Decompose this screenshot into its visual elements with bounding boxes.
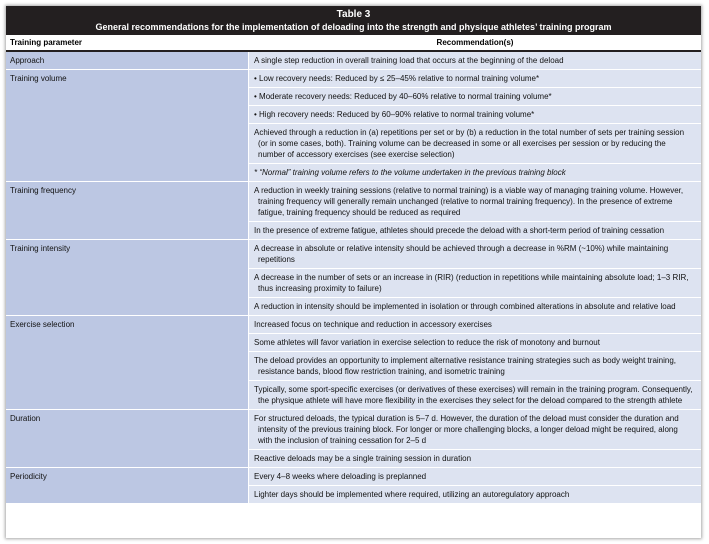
recommendation-list bbox=[249, 70, 701, 181]
header-training-parameter: Training parameter bbox=[6, 35, 249, 50]
header-recommendations: Recommendation(s) bbox=[436, 38, 514, 47]
table-frame bbox=[6, 6, 701, 538]
parameter-cell: Training intensity bbox=[6, 240, 249, 315]
table-section bbox=[6, 181, 701, 239]
recommendation-list bbox=[249, 468, 701, 503]
recommendation-list bbox=[249, 410, 701, 467]
table-title-bar bbox=[6, 6, 701, 35]
recommendation-cell: A reduction in intensity should be implemented in isolation or through combined alterations in absolute and relative load bbox=[249, 297, 701, 315]
table-section bbox=[6, 315, 701, 409]
recommendation-cell: For structured deloads, the typical duration is 5–7 d. However, the duration of the deload must consider the duration and intensity of the previous training block. For longer or more challenging blocks, a longer deload might be required, along with the inclusion of training cessation for 2–5 d bbox=[249, 410, 701, 449]
recommendation-cell: Increased focus on technique and reduction in accessory exercises bbox=[249, 316, 701, 333]
recommendation-cell: * “Normal” training volume refers to the volume undertaken in the previous training block bbox=[249, 163, 701, 181]
recommendation-list bbox=[249, 52, 701, 69]
parameter-cell: Exercise selection bbox=[6, 316, 249, 409]
recommendation-cell: Lighter days should be implemented where required, utilizing an autoregulatory approach bbox=[249, 485, 701, 503]
recommendation-cell: • Moderate recovery needs: Reduced by 40–60% relative to normal training volume* bbox=[249, 87, 701, 105]
recommendation-cell: Achieved through a reduction in (a) repetitions per set or by (b) a reduction in the total number of sets per training session (or in some cases, both). Training volume can be decreased in some or all exercises per session or by reducing the number of accessory exercises (see exercise selection) bbox=[249, 123, 701, 163]
table-section bbox=[6, 239, 701, 315]
recommendation-cell: A decrease in the number of sets or an increase in (RIR) (reduction in repetitions while maintaining absolute load; 1–3 RIR, thus increasing proximity to failure) bbox=[249, 268, 701, 297]
recommendation-cell: • Low recovery needs: Reduced by ≤ 25–45% relative to normal training volume* bbox=[249, 70, 701, 87]
recommendation-list bbox=[249, 182, 701, 239]
recommendation-list bbox=[249, 240, 701, 315]
recommendation-cell: In the presence of extreme fatigue, athletes should precede the deload with a short-term period of training cessation bbox=[249, 221, 701, 239]
recommendation-list bbox=[249, 316, 701, 409]
recommendation-cell: Some athletes will favor variation in exercise selection to reduce the risk of monotony and burnout bbox=[249, 333, 701, 351]
parameter-cell: Training volume bbox=[6, 70, 249, 181]
table-label: Table 3 bbox=[336, 9, 371, 20]
parameter-cell: Duration bbox=[6, 410, 249, 467]
table-section bbox=[6, 467, 701, 503]
parameter-cell: Periodicity bbox=[6, 468, 249, 503]
recommendation-cell: A single step reduction in overall training load that occurs at the beginning of the deload bbox=[249, 52, 701, 69]
recommendation-cell: A reduction in weekly training sessions (relative to normal training) is a viable way of managing training volume. However, training frequency will generally remain unchanged (relative to normal training frequency). In the presence of extreme fatigue, training frequency should be reduced as required bbox=[249, 182, 701, 221]
table-caption: General recommendations for the implementation of deloading into the strength and physique athletes’ training program bbox=[95, 22, 612, 32]
recommendation-cell: Every 4–8 weeks where deloading is preplanned bbox=[249, 468, 701, 485]
recommendation-cell: • High recovery needs: Reduced by 60–90% relative to normal training volume* bbox=[249, 105, 701, 123]
recommendation-cell: Typically, some sport-specific exercises (or derivatives of these exercises) will remain in the training program. Consequently, the physique athlete will have more flexibility in the exercises they select for the deload compared to the strength athlete bbox=[249, 380, 701, 409]
parameter-cell: Approach bbox=[6, 52, 249, 69]
table-body bbox=[6, 52, 701, 503]
table-section bbox=[6, 69, 701, 181]
table-header-row bbox=[6, 35, 701, 52]
recommendation-cell: Reactive deloads may be a single training session in duration bbox=[249, 449, 701, 467]
recommendation-cell: A decrease in absolute or relative intensity should be achieved through a decrease in %RM (~10%) while maintaining repetitions bbox=[249, 240, 701, 268]
table-section bbox=[6, 52, 701, 69]
table-section bbox=[6, 409, 701, 467]
parameter-cell: Training frequency bbox=[6, 182, 249, 239]
recommendation-cell: The deload provides an opportunity to implement alternative resistance training strategies such as body weight training, resistance bands, blood flow restriction training, and isometric training bbox=[249, 351, 701, 380]
